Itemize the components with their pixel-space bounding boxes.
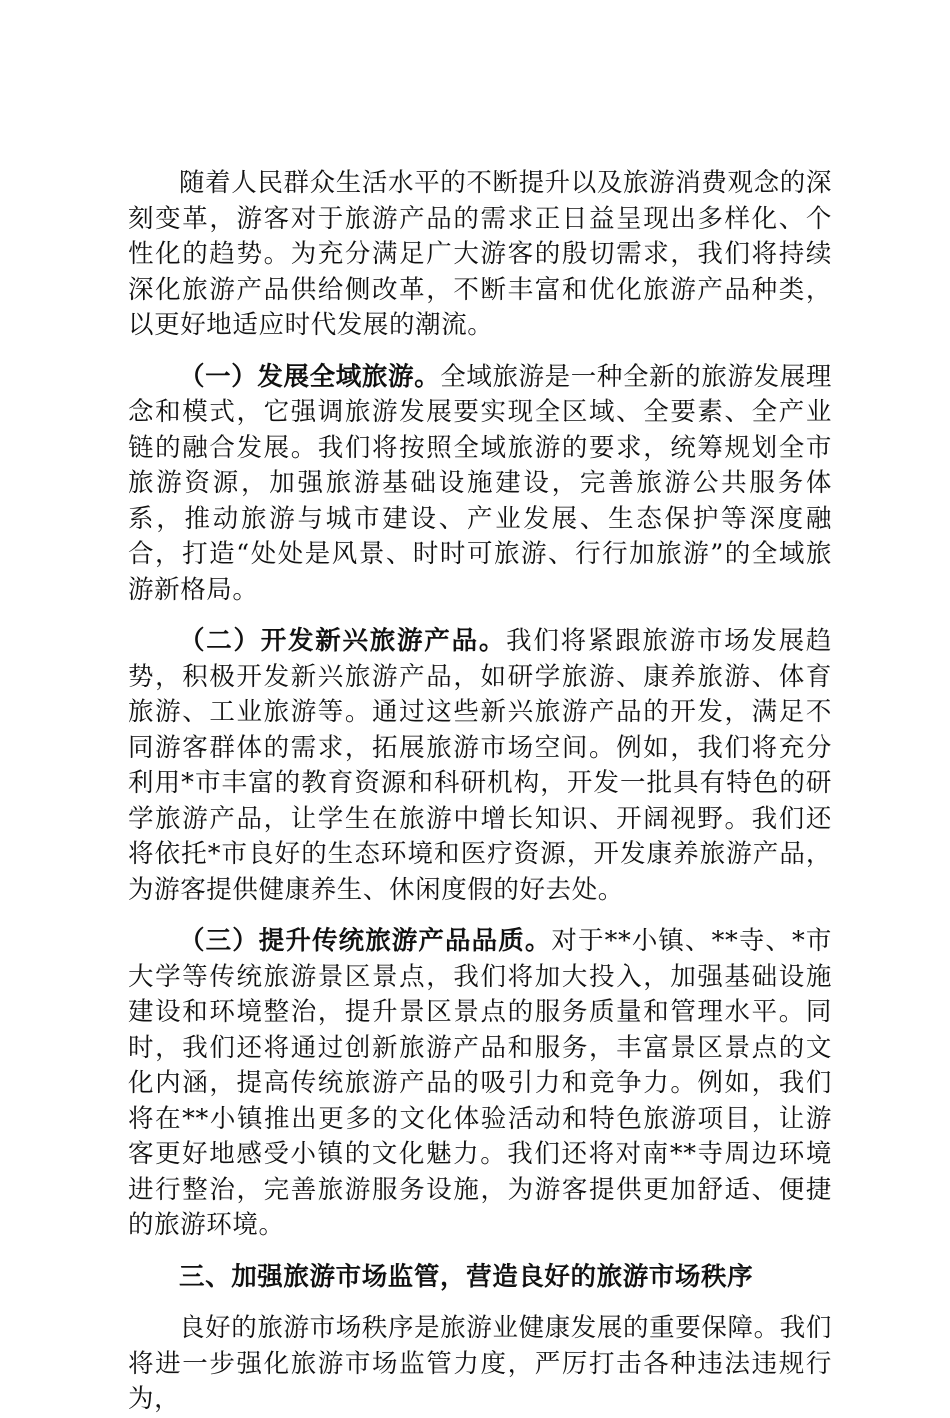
section-2-body: 我们将紧跟旅游市场发展趋势，积极开发新兴旅游产品，如研学旅游、康养旅游、体育旅游、工业旅游等。通过这些新兴旅游产品的开发，满足不同游客群体的需求，拓展旅游市场空间。例如，我们将充分利用*市丰富的教育资源和科研机构，开发一批具有特色的研学旅游产品，让学生在旅游中增长知识、开阔视野。我们还将依托*市良好的生态环境和医疗资源，开发康养旅游产品，为游客提供健康养生、休闲度假的好去处。 <box>128 626 832 905</box>
section-1-body: 全域旅游是一种全新的旅游发展理念和模式，它强调旅游发展要实现全区域、全要素、全产业链的融合发展。我们将按照全域旅游的要求，统筹规划全市旅游资源，加强旅游基础设施建设，完善旅游公共服务体系，推动旅游与城市建设、产业发展、生态保护等深度融合，打造“处处是风景、时时可旅游、行行加旅游”的全域旅游新格局。 <box>128 361 832 605</box>
section-2-paragraph <box>128 624 832 908</box>
section-2-heading: （二）开发新兴旅游产品。 <box>179 626 507 656</box>
intro-paragraph: 随着人民群众生活水平的不断提升以及旅游消费观念的深刻变革，游客对于旅游产品的需求正日益呈现出多样化、个性化的趋势。为充分满足广大游客的殷切需求，我们将持续深化旅游产品供给侧改革，不断丰富和优化旅游产品种类，以更好地适应时代发展的潮流。 <box>128 168 832 340</box>
section-3-paragraph <box>128 924 832 1244</box>
section-3-body: 对于**小镇、**寺、*市大学等传统旅游景区景点，我们将加大投入，加强基础设施建设和环境整治，提升景区景点的服务质量和管理水平。同时，我们还将通过创新旅游产品和服务，丰富景区景点的文化内涵，提高传统旅游产品的吸引力和竞争力。例如，我们将在**小镇推出更多的文化体验活动和特色旅游项目，让游客更好地感受小镇的文化魅力。我们还将对南**寺周边环境进行整治，完善旅游服务设施，为游客提供更加舒适、便捷的旅游环境。 <box>128 926 832 1240</box>
chapter-three-paragraph: 良好的旅游市场秩序是旅游业健康发展的重要保障。我们将进一步强化旅游市场监管力度，严厉打击各种违法违规行为， <box>128 1313 832 1414</box>
section-1-paragraph <box>128 360 832 609</box>
section-3-heading: （三）提升传统旅游产品品质。 <box>179 926 552 956</box>
section-1-heading: （一）发展全域旅游。 <box>179 361 441 392</box>
document-body <box>128 166 832 1418</box>
chapter-three-heading: 三、加强旅游市场监管，营造良好的旅游市场秩序 <box>179 1261 754 1292</box>
